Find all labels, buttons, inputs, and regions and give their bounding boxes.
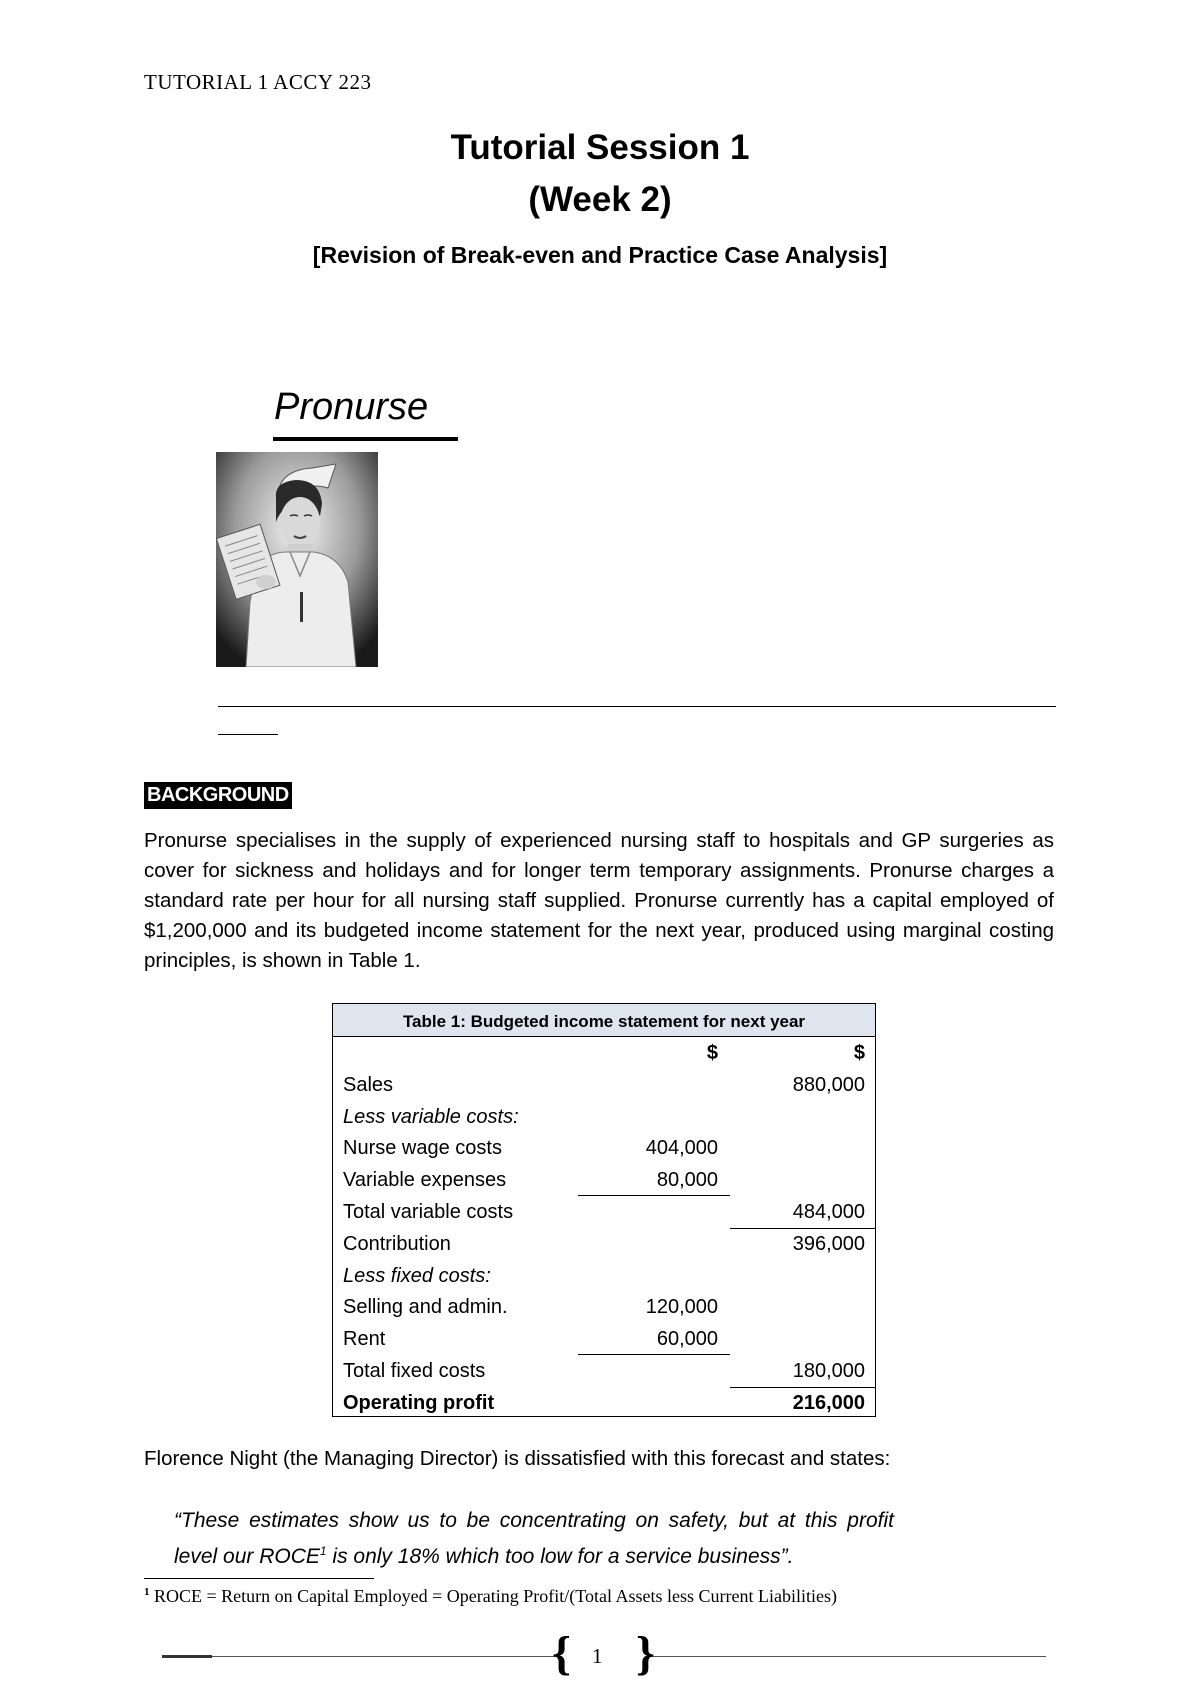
footnote-marker: 1	[144, 1586, 150, 1598]
row-value-col1: 404,000	[645, 1137, 718, 1160]
table-row	[333, 1132, 875, 1164]
page-title-week: (Week 2)	[528, 180, 672, 219]
director-quote	[174, 1505, 894, 1572]
row-label: Sales	[343, 1073, 394, 1096]
table-currency-row	[333, 1037, 875, 1069]
case-name: Pronurse	[274, 386, 429, 428]
row-value-col2: 484,000	[792, 1200, 865, 1223]
table-row	[333, 1260, 875, 1292]
table-caption: Table 1: Budgeted income statement for next year	[333, 1004, 875, 1037]
table-row	[333, 1228, 875, 1260]
table-row	[333, 1069, 875, 1101]
row-label: Total fixed costs	[343, 1359, 486, 1382]
row-label: Contribution	[343, 1232, 451, 1255]
page-number: 1	[592, 1644, 603, 1668]
page-subtitle: [Revision of Break-even and Practice Case Analysis]	[312, 242, 888, 268]
row-label: Selling and admin.	[343, 1296, 508, 1319]
row-value-col2: 396,000	[792, 1232, 865, 1255]
footer-rule-left-accent	[162, 1655, 212, 1658]
currency-header-col1: $	[706, 1042, 718, 1064]
row-label: Operating profit	[343, 1391, 495, 1414]
currency-header-col2: $	[853, 1042, 865, 1064]
background-paragraph: Pronurse specialises in the supply of experienced nursing staff to hospitals and GP surgeries as cover for sickness and holidays and for longer term temporary assignments. Pronurse charges a standard rate per hour for all nursing staff supplied. Pronurse currently has a capital employed of $1,200,000 and its budgeted income statement for the next year, produced using marginal costing principles, is shown in Table 1.	[144, 829, 1054, 972]
row-value-col2: 880,000	[792, 1073, 865, 1096]
table-row	[333, 1355, 875, 1387]
income-statement-table	[332, 1003, 876, 1417]
table-row	[333, 1196, 875, 1228]
table-row-total	[333, 1387, 875, 1419]
footnote-separator	[144, 1578, 374, 1579]
table-row	[333, 1101, 875, 1133]
quote-text-end: is only 18% which too low for a service business”.	[326, 1545, 794, 1568]
row-value-col1: 60,000	[656, 1328, 718, 1351]
row-label: Less fixed costs:	[343, 1264, 491, 1287]
row-value-col2: 180,000	[792, 1359, 865, 1382]
footer-rule-right	[648, 1656, 1046, 1657]
blank-line	[218, 706, 1056, 707]
table-row	[333, 1291, 875, 1323]
case-name-underline	[273, 437, 458, 441]
footer-brace-left: {	[552, 1627, 571, 1680]
row-value-col1: 80,000	[656, 1169, 718, 1192]
row-label: Less variable costs:	[343, 1105, 519, 1128]
footer-rule-left	[162, 1656, 560, 1657]
row-label: Variable expenses	[343, 1169, 507, 1192]
row-value-col2: 216,000	[792, 1391, 865, 1414]
quote-text-start: “These estimates show us to be concentrating on safety, but at this profit level our ROCE	[174, 1509, 894, 1568]
row-label: Total variable costs	[343, 1200, 514, 1223]
table-row	[333, 1164, 875, 1196]
nurse-photo	[216, 452, 378, 667]
narrative-intro: Florence Night (the Managing Director) is dissatisfied with this forecast and states:	[144, 1447, 891, 1470]
row-label: Rent	[343, 1328, 386, 1351]
running-header: TUTORIAL 1 ACCY 223	[144, 70, 372, 94]
footnote	[144, 1586, 837, 1607]
page-title: Tutorial Session 1	[450, 128, 750, 167]
footer-brace-right: }	[636, 1627, 655, 1680]
table-row	[333, 1323, 875, 1355]
blank-line-continued	[218, 734, 278, 735]
row-value-col1: 120,000	[645, 1296, 718, 1319]
row-label: Nurse wage costs	[343, 1137, 502, 1160]
footnote-reference: 1	[319, 1544, 327, 1558]
section-heading-background: BACKGROUND	[144, 782, 292, 809]
footnote-text: ROCE = Return on Capital Employed = Operating Profit/(Total Assets less Current Liabilities)	[149, 1586, 837, 1606]
